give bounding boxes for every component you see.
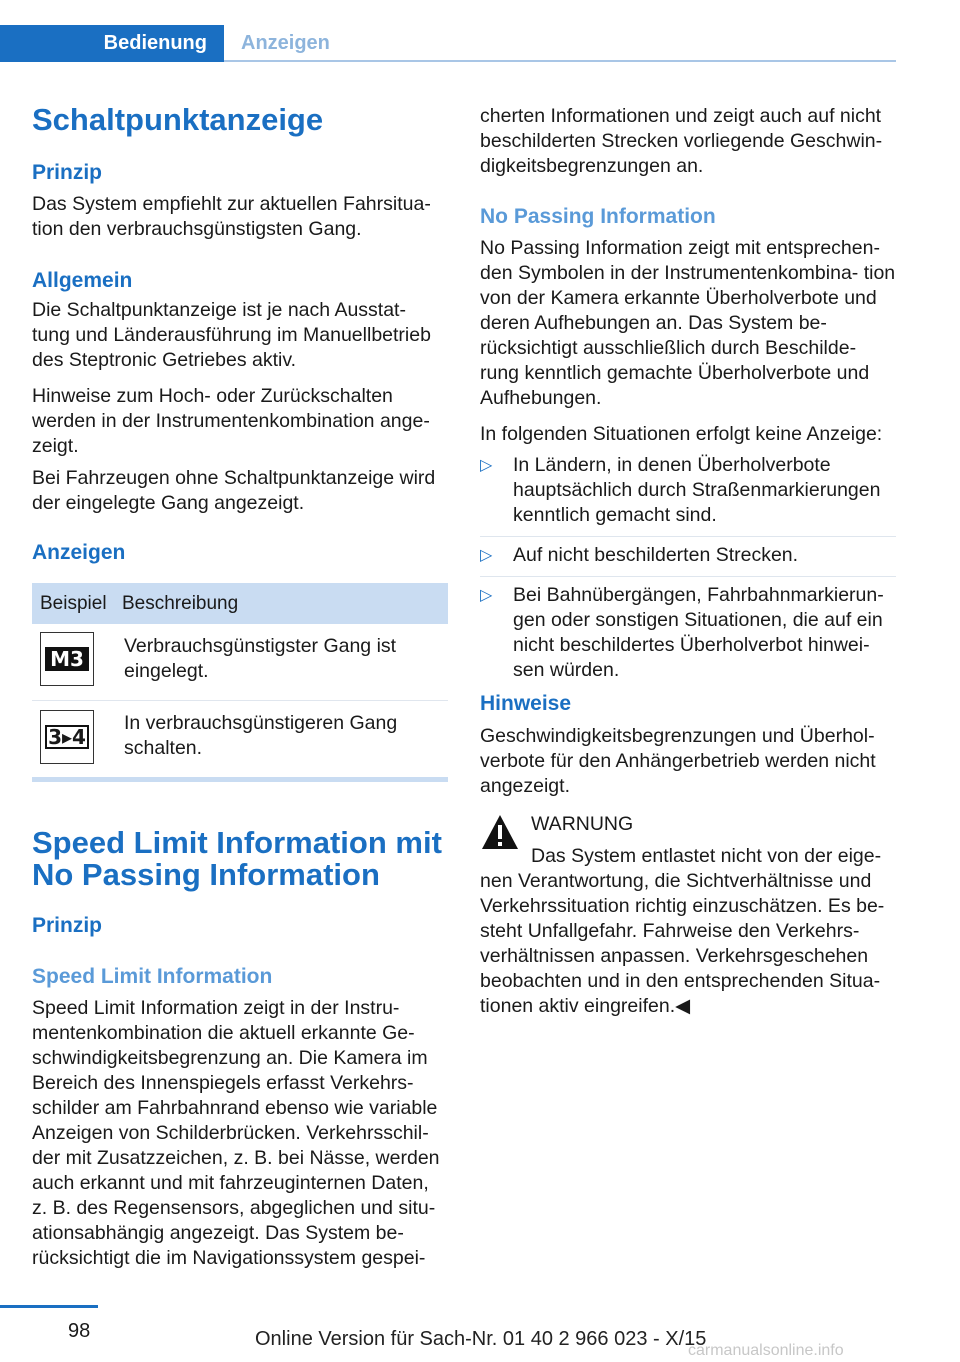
page-number: 98 (68, 1320, 91, 1342)
triangle-bullet-icon: ▷ (480, 587, 493, 604)
gear-upshift-label: 3▸4 (45, 725, 89, 749)
list-item-text: Auf nicht beschilderten Strecken. (513, 544, 799, 566)
footer-online-version: Online Version für Sach-Nr. 01 40 2 966 023 - X/15 (255, 1328, 707, 1350)
allgemein-paragraph-3: Bei Fahrzeugen ohne Schaltpunktanzeige wird der eingelegte Gang angezeigt. (32, 467, 436, 514)
speed-limit-text: Speed Limit Information zeigt in der Instru- mentenkombination die aktuell erkannte Ge- schwindigkeitsbegrenzung an. Die Kamera im Bereich des Innenspiegels erfasst Verkehrs- schilder am Fahrbahnrand ebenso wie variable Anzeigen von Schilderbrücken. Verkehrsschil- der mit Zusatzzeichen, z. B. bei Nässe, werden auch erkannt und mit fahrzeuginternen Daten, z. B. des Regensensors, abgeglichen und situ- ationsabhängig angezeigt. Das System be- rücksichtigt die im Navigationssystem gespei- (32, 997, 440, 1269)
no-passing-text: No Passing Information zeigt mit entsprechen- den Symbolen in der Instrumentenkombina- tion von der Kamera erkannte Überholverbote und deren Aufhebungen an. Das System be- rücksichtigt ausschließlich durch Beschilde- rung kenntlich gemachte Überholverbote und Aufhebungen. (480, 237, 896, 409)
prinzip-text: Das System empfiehlt zur aktuellen Fahrsitua- tion den verbrauchsgünstigsten Gang. (32, 193, 431, 240)
list-item (480, 583, 896, 683)
section-title-speed-limit: Speed Limit Information mit No Passing Information (32, 825, 442, 892)
table-bottom-rule (32, 777, 448, 782)
footer-rule (0, 1305, 98, 1308)
tab-bedienung-label: Bedienung (103, 32, 207, 54)
page-title: Schaltpunktanzeige (32, 102, 324, 137)
table-row (32, 624, 448, 701)
list-separator (480, 536, 896, 537)
table-cell-text: In verbrauchsgünstigeren Gang schalten. (124, 712, 398, 759)
table-col-beschreibung: Beschreibung (122, 592, 239, 614)
gear-m3-icon (40, 632, 94, 686)
list-separator (480, 576, 896, 577)
heading-anzeigen: Anzeigen (32, 541, 126, 564)
heading-prinzip-2: Prinzip (32, 914, 103, 937)
heading-no-passing-information: No Passing Information (480, 205, 716, 228)
hinweise-text: Geschwindigkeitsbegrenzungen und Überhol- verbote für den Anhängerbetrieb werden nicht angezeigt. (480, 725, 876, 797)
table-cell-text: Verbrauchsgünstigster Gang ist eingelegt. (124, 635, 397, 682)
list-item-text: Bei Bahnübergängen, Fahrbahnmarkierun- gen oder sonstigen Situationen, die auf ein nicht beschildertes Überholverbot hinwei- sen würden. (513, 584, 884, 681)
tab-bedienung[interactable] (0, 25, 224, 62)
warning-triangle-icon (480, 813, 520, 851)
triangle-bullet-icon: ▷ (480, 547, 493, 564)
situations-list (480, 453, 896, 691)
gear-upshift-icon (40, 710, 94, 764)
allgemein-paragraph-2: Hinweise zum Hoch- oder Zurückschalten werden in der Instrumentenkombination ange- zeigt. (32, 385, 430, 457)
list-item-text: In Ländern, in denen Überholverbote hauptsächlich durch Straßenmarkierungen kenntlich gemacht sind. (513, 454, 881, 526)
list-item (480, 543, 896, 568)
heading-prinzip: Prinzip (32, 161, 103, 184)
heading-speed-limit-information: Speed Limit Information (32, 965, 273, 988)
table-col-beispiel: Beispiel (40, 592, 107, 614)
continued-text: cherten Informationen und zeigt auch auf nicht beschilderten Strecken vorliegende Geschwin- digkeitsbegrenzungen an. (480, 105, 883, 177)
heading-allgemein: Allgemein (32, 269, 133, 292)
gear-display-table (32, 583, 448, 782)
warning-text-first-line: Das System entlastet nicht von der eige- (531, 845, 882, 867)
table-header (32, 583, 448, 624)
list-item (480, 453, 896, 528)
warning-text: nen Verantwortung, die Sichtverhältnisse und Verkehrssituation richtig einzuschätzen. Es be- steht Unfallgefahr. Fahrweise den Verkehrs- verhältnissen anpassen. Verkehrsgeschehen beobachten und in den entsprechenden Situa- tionen aktiv eingreifen.◀ (480, 870, 885, 1017)
triangle-bullet-icon: ▷ (480, 457, 493, 474)
heading-hinweise: Hinweise (480, 692, 572, 715)
tab-anzeigen-label: Anzeigen (241, 32, 330, 54)
gear-m3-label: M3 (45, 647, 89, 671)
header-divider (224, 60, 896, 62)
situations-intro: In folgenden Situationen erfolgt keine Anzeige: (480, 423, 883, 445)
warning-label: WARNUNG (531, 813, 634, 835)
tab-anzeigen[interactable] (224, 25, 330, 62)
table-row (32, 701, 448, 777)
allgemein-paragraph-1: Die Schaltpunktanzeige ist je nach Ausstat- tung und Länderausführung im Manuellbetrieb des Steptronic Getriebes aktiv. (32, 299, 431, 371)
watermark-site: carmanualsonline.info (688, 1342, 844, 1359)
